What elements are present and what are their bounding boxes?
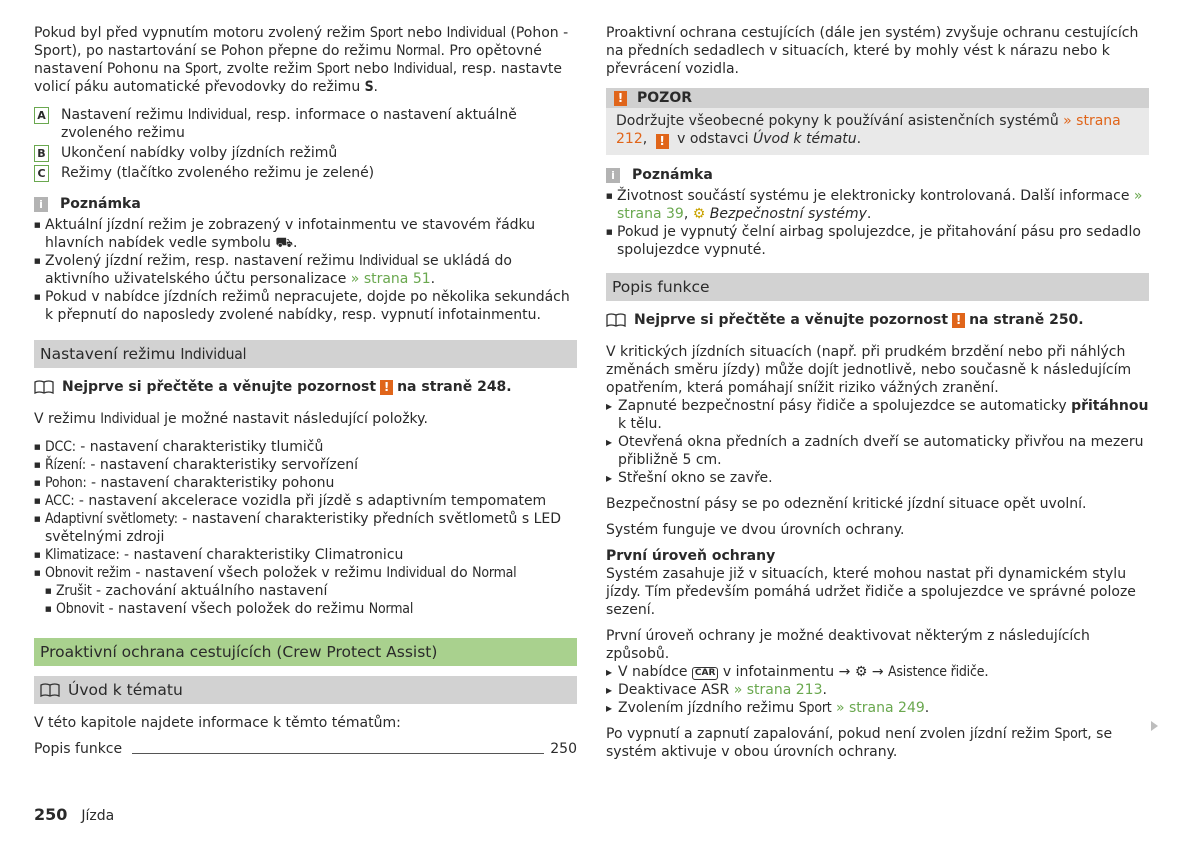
chapter-intro: Proaktivní ochrana cestujících (dále jen systém) zvyšuje ochranu cestujících na předních sedadlech v situacích, které by mohly vést k nárazu nebo k převrácení vozidla. (606, 25, 1139, 77)
description-paragraph: Po vypnutí a zapnutí zapalování, pokud není zvolen jízdní režim Sport, se systém aktivuje v obou úrovních ochrany. (606, 726, 1113, 760)
info-icon: i (606, 168, 620, 183)
note-heading (34, 196, 577, 212)
sub-list-item: ■ Obnovit - nastavení všech položek do režimu Normal (34, 600, 577, 618)
settings-list (34, 438, 577, 618)
warning-title: POZOR (637, 90, 692, 106)
section-intro: V režimu Individual je možné nastavit následující položky. (34, 411, 428, 427)
list-item: ■ Obnovit režim - nastavení všech položek v režimu Individual do Normal (34, 564, 577, 582)
way-item: ▸ Deaktivace ASR » strana 213. (606, 681, 1149, 699)
note-bullet: ■ Pokud je vypnutý čelní airbag spolujezdce, je přitahování pásu pro sedadlo spolujezdce vypnuté. (606, 223, 1149, 259)
toc-intro: V této kapitole najdete informace k těmto tématům: (34, 715, 401, 731)
page-link[interactable]: » strana 51 (350, 271, 431, 287)
warning-icon: ! (380, 380, 393, 395)
page-link[interactable]: » strana 213 (733, 682, 823, 698)
list-item: ■ DCC: - nastavení charakteristiky tlumičů (34, 438, 577, 456)
note-title: Poznámka (632, 167, 713, 183)
list-item: ■ Řízení: - nastavení charakteristiky servořízení (34, 456, 577, 474)
subheading: První úroveň ochrany (606, 548, 776, 564)
book-icon (40, 683, 60, 697)
section-heading-individual: Nastavení režimu Individual (34, 340, 577, 368)
legend-text: Nastavení režimu Individual, resp. informace o nastavení aktuálně zvoleného režimu (61, 107, 517, 141)
measure-item: ▸ Zapnuté bezpečnostní pásy řidiče a spolujezdce se automaticky přitáhnou k tělu. (606, 397, 1149, 433)
info-icon: i (34, 197, 48, 212)
legend-item-c (34, 164, 577, 182)
legend-text: Režimy (tlačítko zvoleného režimu je zelené) (61, 165, 375, 181)
section-heading-description: Popis funkce (606, 273, 1149, 301)
left-column (34, 24, 577, 758)
car-symbol-icon: ⛟ (275, 235, 293, 251)
book-icon (606, 313, 626, 327)
legend-key-box: C (34, 165, 49, 182)
legend-text: Ukončení nabídky volby jízdních režimů (61, 145, 338, 161)
page-link[interactable]: » strana 212 (616, 113, 1121, 147)
way-item: ▸ Zvolením jízdního režimu Sport » strana 249. (606, 699, 1149, 717)
warning-heading (606, 88, 1149, 108)
list-item: ■ Pohon: - nastavení charakteristiky pohonu (34, 474, 577, 492)
sub-list-item: ■ Zrušit - zachování aktuálního nastavení (34, 582, 577, 600)
description-paragraph: První úroveň ochrany je možné deaktivovat některým z následujících způsobů. (606, 628, 1090, 662)
warning-icon: ! (952, 313, 965, 328)
warning-icon: ! (656, 134, 669, 149)
page-number: 250 (34, 805, 68, 824)
legend-item-a (34, 106, 577, 142)
legend-key-box: B (34, 145, 49, 162)
legend-key-box: A (34, 107, 49, 124)
measure-item: ▸ Otevřená okna předních a zadních dveří se automaticky přivřou na mezeru přibližně 5 cm. (606, 433, 1149, 469)
list-item: ■ Adaptivní světlomety: - nastavení charakteristiky předních světlometů s LED světelnými zdroji (34, 510, 577, 546)
warning-text: Dodržujte všeobecné pokyny k používání asistenčních systémů » strana 212, ! v odstavci Úvod k tématu. (616, 113, 1121, 148)
way-item: ▸ V nabídce CAR v infotainmentu → ⚙ → Asistence řidiče. (606, 663, 1149, 681)
note-heading (606, 167, 1149, 183)
toc-entry[interactable] (34, 740, 577, 758)
description-paragraph: V kritických jízdních situacích (např. při prudkém brzdění nebo při náhlých změnách směru jízdy) může dojít jednotlivě, nebo současně k následujícím opatřením, která pomáhají snížit riziko vážných zranění. (606, 344, 1132, 396)
legend-list (34, 106, 577, 182)
warning-box (606, 88, 1149, 155)
read-first-line: Nejprve si přečtěte a věnujte pozornost ! na straně 250. (606, 311, 1149, 329)
right-column (606, 24, 1149, 769)
section-heading-intro: Úvod k tématu (34, 676, 577, 704)
note-bullet: ■ Životnost součástí systému je elektronicky kontrolovaná. Další informace » strana 39, ⚙ Bezpečnostní systémy. (606, 187, 1149, 223)
toc-label: Popis funkce (34, 741, 123, 757)
legend-item-b (34, 144, 577, 162)
list-item: ■ ACC: - nastavení akcelerace vozidla při jízdě s adaptivním tempomatem (34, 492, 577, 510)
list-item: ■ Klimatizace: - nastavení charakteristiky Climatronicu (34, 546, 577, 564)
description-paragraph: Systém zasahuje již v situacích, které mohou nastat při dynamickém stylu jízdy. Tím především pomáhá udržet řidiče a spolujezdce ve správné poloze sezení. (606, 566, 1136, 618)
car-button-icon: CAR (692, 667, 719, 680)
page-link[interactable]: » strana 39 (617, 188, 1143, 222)
footer-section: Jízda (81, 808, 115, 824)
note-bullet: ■ Pokud v nabídce jízdních režimů nepracujete, dojde po několika sekundách k přepnutí do naposledy zvolené nabídky, resp. vypnutí infotainmentu. (34, 288, 577, 324)
note-title: Poznámka (60, 196, 141, 212)
description-paragraph: Systém funguje ve dvou úrovních ochrany. (606, 522, 905, 538)
chapter-heading: Proaktivní ochrana cestujících (Crew Protect Assist) (34, 638, 577, 666)
book-icon (34, 380, 54, 394)
toc-page: 250 (550, 741, 577, 757)
note-bullet: ■ Zvolený jízdní režim, resp. nastavení režimu Individual se ukládá do aktivního uživatelského účtu personalizace » strana 51. (34, 252, 577, 288)
intro-paragraph: Pokud byl před vypnutím motoru zvolený režim Sport nebo Individual (Pohon - Sport), po nastartování se Pohon přepne do režimu Normal. Pro opětovné nastavení Pohonu na Sport, zvolte režim Sport nebo Individual, resp. nastavte volicí páku automatické převodovky do režimu S. (34, 25, 569, 95)
toc-leader (132, 753, 544, 754)
description-paragraph: Bezpečnostní pásy se po odeznění kritické jízdní situace opět uvolní. (606, 496, 1087, 512)
page-footer (34, 805, 114, 824)
airbag-icon: ⚙ (692, 206, 706, 222)
measure-item: ▸ Střešní okno se zavře. (606, 469, 1149, 487)
page-link[interactable]: » strana 249 (831, 700, 925, 716)
gear-icon: ⚙ (854, 664, 868, 680)
continue-arrow-icon (1151, 721, 1158, 731)
read-first-line: Nejprve si přečtěte a věnujte pozornost ! na straně 248. (34, 378, 577, 396)
warning-icon: ! (614, 91, 627, 106)
note-bullet: ■ Aktuální jízdní režim je zobrazený v infotainmentu ve stavovém řádku hlavních nabídek vedle symbolu ⛟. (34, 216, 577, 252)
